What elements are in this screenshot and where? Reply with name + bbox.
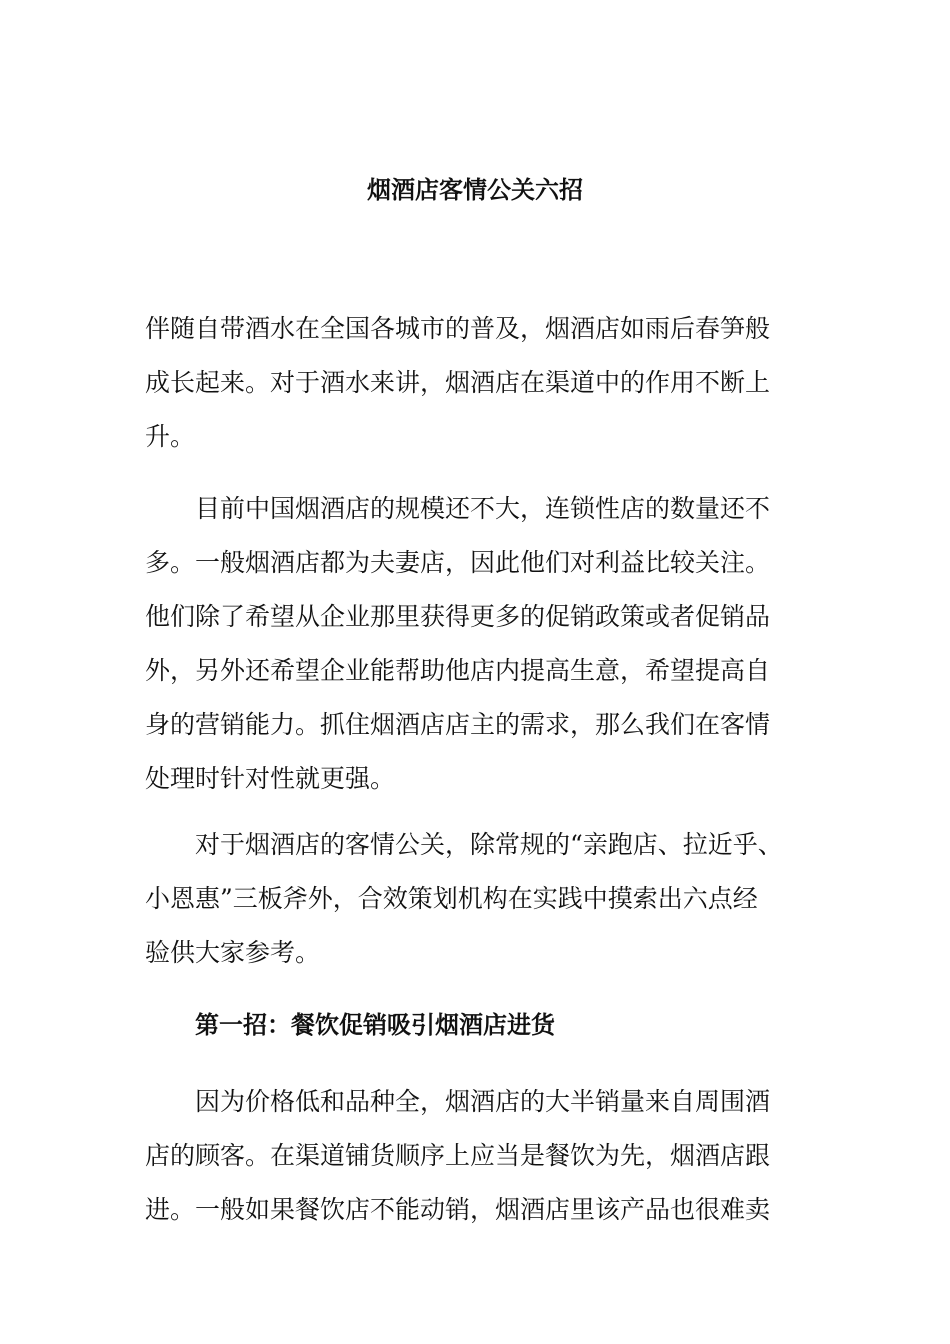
paragraph-line: 升。 (145, 422, 196, 451)
paragraph-line: 因为价格低和品种全，烟酒店的大半销量来自周围酒 (195, 1087, 771, 1116)
paragraph-line: 验供大家参考。 (145, 938, 321, 967)
paragraph-line: 目前中国烟酒店的规模还不大，连锁性店的数量还不 (195, 494, 771, 523)
paragraph-line: 成长起来。对于酒水来讲，烟酒店在渠道中的作用不断上 (145, 368, 771, 397)
paragraph-line: 伴随自带酒水在全国各城市的普及，烟酒店如雨后春笋般 (145, 314, 771, 343)
paragraph-line: 多。一般烟酒店都为夫妻店，因此他们对利益比较关注。 (145, 548, 771, 577)
paragraph-six-tips-intro (145, 818, 805, 980)
paragraph-tip-one-body (145, 1075, 805, 1237)
paragraph-line: 小恩惠”三板斧外，合效策划机构在实践中摸索出六点经 (145, 884, 758, 913)
paragraph-line: 身的营销能力。抓住烟酒店店主的需求，那么我们在客情 (145, 710, 771, 739)
paragraph-line: 店的顾客。在渠道铺货顺序上应当是餐饮为先，烟酒店跟 (145, 1141, 771, 1170)
paragraph-line: 他们除了希望从企业那里获得更多的促销政策或者促销品 (145, 602, 771, 631)
paragraph-store-scale (145, 482, 805, 806)
paragraph-line: 进。一般如果餐饮店不能动销，烟酒店里该产品也很难卖 (145, 1195, 771, 1224)
paragraph-intro (145, 302, 805, 464)
paragraph-line: 处理时针对性就更强。 (145, 764, 396, 793)
paragraph-line: 对于烟酒店的客情公关，除常规的“亲跑店、拉近乎、 (195, 830, 783, 859)
section-heading-text: 第一招：餐饮促销吸引烟酒店进货 (195, 1010, 555, 1039)
paragraph-line: 外，另外还希望企业能帮助他店内提高生意，希望提高自 (145, 656, 771, 685)
section-heading-tip-one (145, 998, 805, 1052)
document-title: 烟酒店客情公关六招 (367, 175, 583, 204)
